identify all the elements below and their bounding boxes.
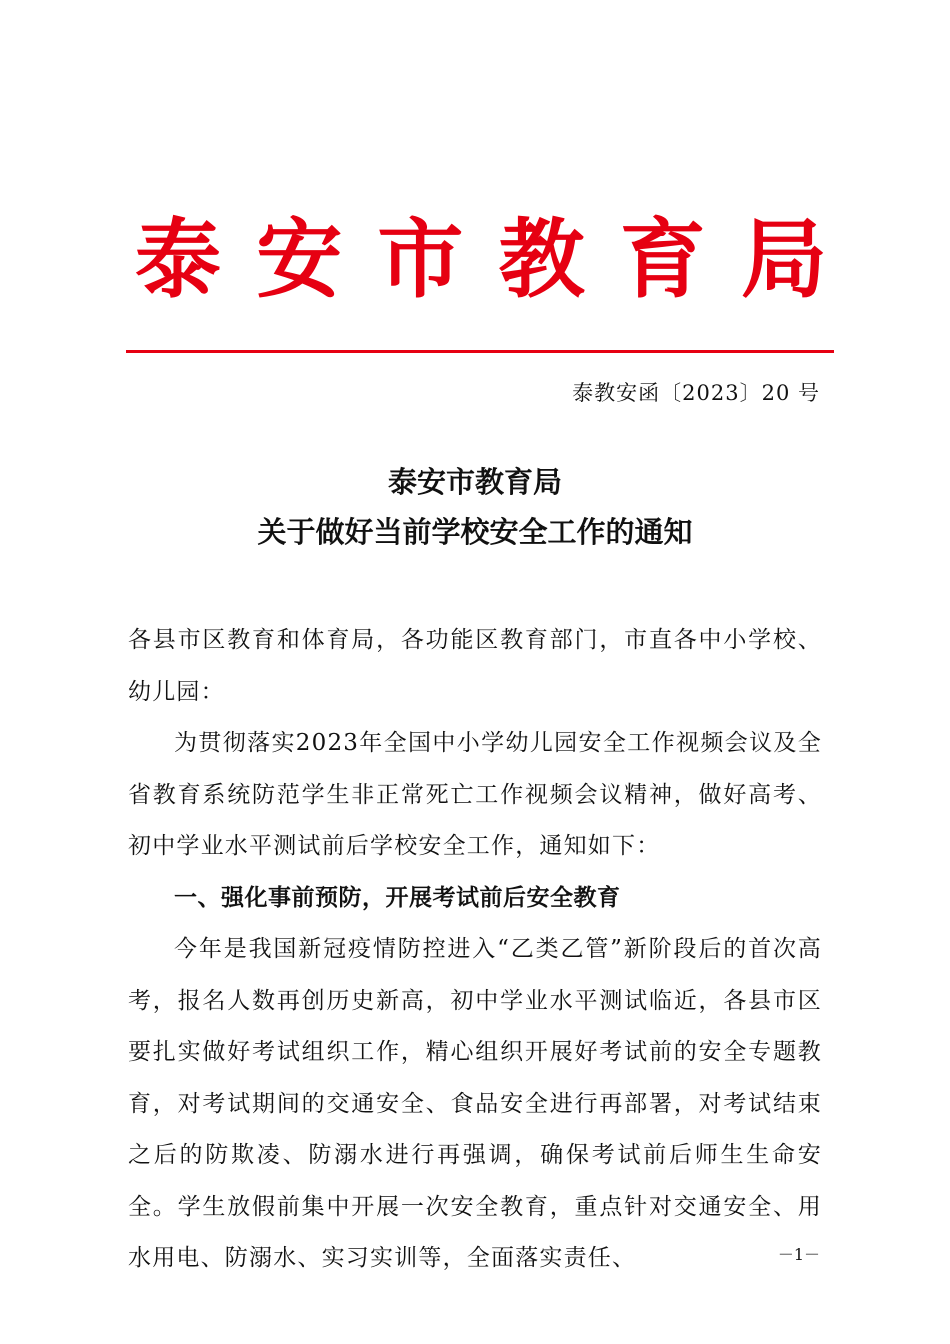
document-body <box>128 615 822 1285</box>
masthead-divider <box>126 350 834 353</box>
masthead-char: 局 <box>740 209 827 310</box>
document-title-line-1: 泰安市教育局 <box>387 465 562 499</box>
masthead-char: 市 <box>377 209 464 310</box>
masthead-char: 泰 <box>135 209 221 310</box>
masthead-char: 育 <box>619 209 706 310</box>
page-number: －1－ <box>777 1245 820 1264</box>
masthead-title <box>128 205 834 315</box>
masthead-char: 安 <box>256 209 343 310</box>
document-number: 泰教安函〔2023〕20 号 <box>572 381 820 405</box>
masthead-char: 教 <box>498 209 585 310</box>
section-1-paragraph: 今年是我国新冠疫情防控进入“乙类乙管”新阶段后的首次高考，报名人数再创历史新高，初中学业水平测试临近，各县市区要扎实做好考试组织工作，精心组织开展好考试前的安全专题教育，对考试期间的交通安全、食品安全进行再部署，对考试结束之后的防欺凌、防溺水进行再强调，确保考试前后师生生命安全。学生放假前集中开展一次安全教育，重点针对交通安全、用水用电、防溺水、实习实训等，全面落实责任、 <box>128 936 822 1271</box>
section-1-heading: 一、强化事前预防，开展考试前后安全教育 <box>174 884 621 911</box>
document-title-line-2: 关于做好当前学校安全工作的通知 <box>257 515 693 549</box>
intro-paragraph: 为贯彻落实2023年全国中小学幼儿园安全工作视频会议及全省教育系统防范学生非正常死亡工作视频会议精神，做好高考、初中学业水平测试前后学校安全工作，通知如下： <box>128 730 822 859</box>
addressee-paragraph: 各县市区教育和体育局，各功能区教育部门，市直各中小学校、幼儿园： <box>128 627 822 705</box>
